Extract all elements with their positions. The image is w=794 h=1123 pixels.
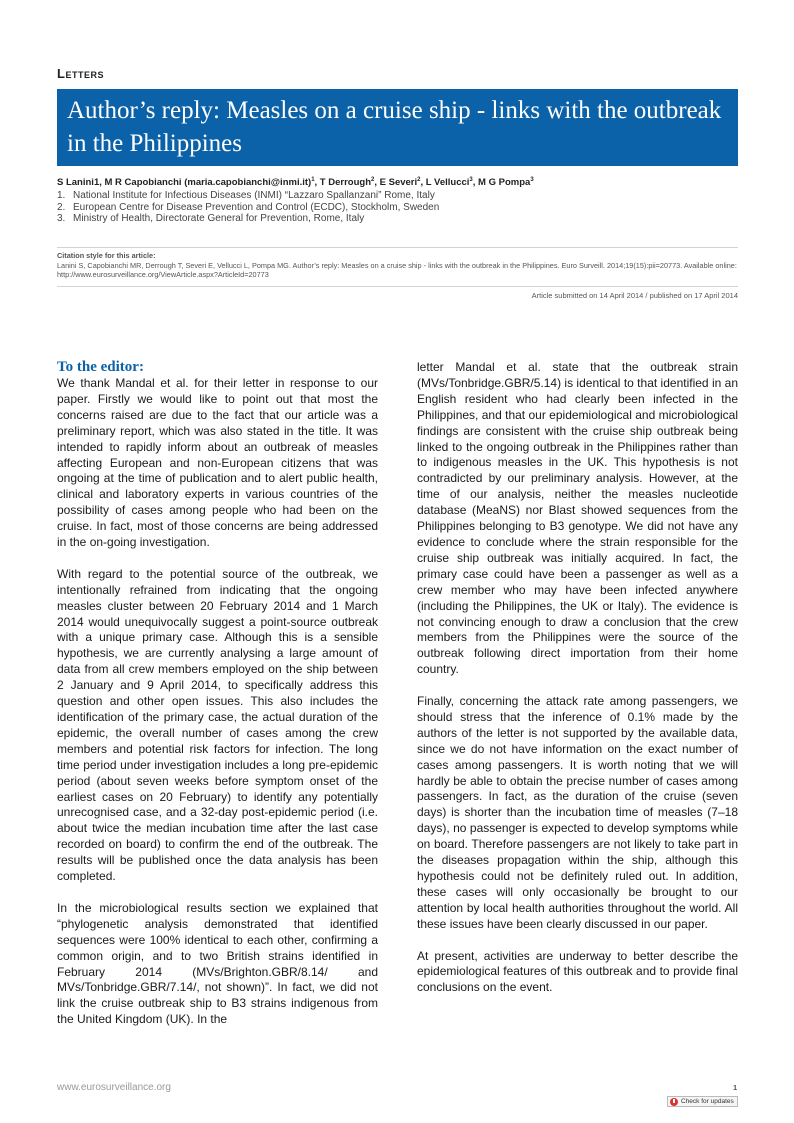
article-title: Author’s reply: Measles on a cruise ship - links with the outbreak in the Philippines: [67, 97, 722, 157]
author-1-sup: 1: [311, 177, 315, 183]
body-paragraph: We thank Mandal et al. for their letter in response to our paper. Firstly we would like to point out that most the concerns raised are due to the fact that our article was a preliminary report, which was also stated in the title. It was intended to rapidly inform about an outbreak of measles affecting European and non-European citizens that was ongoing at the time of publication and to alert public health, clinical and laboratory experts in various countries of the possibility of cases among people who had been on the cruise. In fact, most of those concerns are being addressed in the on-going investigation.: [57, 376, 378, 550]
affiliation-text: European Centre for Disease Prevention and Control (ECDC), Stockholm, Sweden: [73, 201, 440, 213]
left-column: [57, 359, 378, 1044]
divider: [57, 247, 738, 248]
divider: [57, 286, 738, 287]
body-paragraph: At present, activities are underway to better describe the epidemiological features of this outbreak and to provide final conclusions on the event.: [417, 948, 738, 995]
check-updates-label: Check for updates: [681, 1098, 734, 1105]
author-4: , L Vellucci: [420, 177, 470, 189]
citation-heading: Citation style for this article:: [57, 251, 156, 260]
check-updates-icon: [670, 1098, 678, 1106]
author-4-sup: 3: [469, 177, 473, 183]
affiliation-item: [57, 202, 738, 214]
affiliation-number: 3.: [57, 213, 66, 224]
affiliation-item: [57, 213, 738, 225]
page-number: 1: [733, 1083, 738, 1092]
affiliation-number: 2.: [57, 201, 66, 213]
body-paragraph: Finally, concerning the attack rate among passengers, we should stress that the inference of 0.1% made by the authors of the letter is not supported by the available data, since we do not have information on the exact number of cases among passengers. It is worth noting that we will hardly be able to obtain the precise number of cases among passengers. In fact, as the duration of the cruise (seven days) is shorter than the incubation time of measles (7–18 days), no passenger is expected to develop symptoms while on board. Therefore passengers are not likely to take part in the diseases propagation within the ship, although this hypothesis could not be definitely ruled out. In addition, these cases will only occasionally be brought to our attention by local health authorities throughout the world. All these issues have been clearly discussed in our paper.: [417, 694, 738, 931]
affiliations: [57, 190, 738, 225]
body-paragraph: With regard to the potential source of the outbreak, we intentionally refrained from indicating that the ongoing measles cluster between 20 February 2014 and 1 March 2014 would unequivocally suggest a point-source outbreak with a unique primary case. Although this is a sensible hypothesis, we are currently analysing a large amount of data from all crew members employed on the ship between 2 January and 9 April 2014, to specifically address this question and other open issues. This also includes the identification of the primary case, the actual duration of the epidemic, the overall number of cases among the crew members and potential risk factors for infection. The long time period under investigation includes a long pre-epidemic period (about seven weeks before symptom onset of the earliest cases on 20 February) to identify any potentially unrecognised case, and a 32-day post-epidemic period (i.e. about twice the median incubation time after the last case recorded on board) to confirm the end of the outbreak. The results will be published once the data analysis has been completed.: [57, 566, 378, 884]
author-3-sup: 2: [417, 177, 421, 183]
body-paragraph: letter Mandal et al. state that the outbreak strain (MVs/Tonbridge.GBR/5.14) is identical to that identified in an English resident who had clearly been infected in the Philippines, and that our epidemiological and microbiological findings are consistent with the cruise ship outbreak being linked to the ongoing outbreak in the Philippines rather than to indigenous measles in the UK. This hypothesis is not contradicted by our preliminary analysis. However, at the time of our analysis, neither the measles nucleotide database (MeaNS) nor Blast showed sequences from the Philippines belonging to B3 genotype. We did not have any evidence to conclude where the strain responsible for the cruise ship outbreak was initially acquired. In fact, the primary case could have been a passenger as well as a crew member who may have been infected anywhere (including the Philippines, the UK or Italy). The evidence is not convincing enough to draw a conclusion that the crew members from the Philippines were the source of the outbreak following direct importation from their home country.: [417, 360, 738, 677]
author-list: [57, 177, 747, 188]
author-5: , M G Pompa: [472, 177, 531, 189]
affiliation-text: Ministry of Health, Directorate General for Prevention, Rome, Italy: [73, 213, 365, 224]
author-2: , T Derrough: [314, 177, 372, 189]
body-paragraph: In the microbiological results section we explained that “phylogenetic analysis demonstrated that identified sequences were 100% identical to each other, confirming a common origin, and to two British strains identified in February 2014 (MVs/Brighton.GBR/8.14/ and MVs/Tonbridge.GBR/7.14/, not shown)”. In fact, we did not link the cruise outbreak ship to B3 strains indigenous from the United Kingdom (UK). In the: [57, 900, 378, 1027]
author-3: , E Severi: [374, 177, 418, 189]
section-label: Letters: [57, 66, 104, 81]
citation-block: [57, 251, 738, 280]
right-column: [417, 360, 738, 1012]
affiliation-text: National Institute for Infectious Diseases (INMI) “Lazzaro Spallanzani” Rome, Italy: [73, 190, 435, 201]
footer-url[interactable]: www.eurosurveillance.org: [57, 1082, 171, 1093]
title-banner: [57, 89, 738, 166]
author-2-sup: 2: [371, 177, 375, 183]
editor-heading: To the editor:: [57, 359, 144, 375]
submission-dates: Article submitted on 14 April 2014 / published on 17 April 2014: [531, 291, 738, 300]
citation-text: Lanini S, Capobianchi MR, Derrough T, Severi E, Vellucci L, Pompa MG. Author’s reply: Measles on a cruise ship - links with the outbreak in the Philippines. Euro Surveill. 2014;19(15):pii=20773. Available online: http://www.eurosurveillance.org/ViewArticle.aspx?ArticleId=20773: [57, 260, 737, 279]
affiliation-item: [57, 190, 738, 202]
affiliation-number: 1.: [57, 190, 66, 201]
check-updates-button[interactable]: [667, 1096, 738, 1107]
author-5-sup: 3: [530, 177, 534, 183]
author-1: S Lanini1, M R Capobianchi (maria.capobianchi@inmi.it): [57, 177, 312, 189]
